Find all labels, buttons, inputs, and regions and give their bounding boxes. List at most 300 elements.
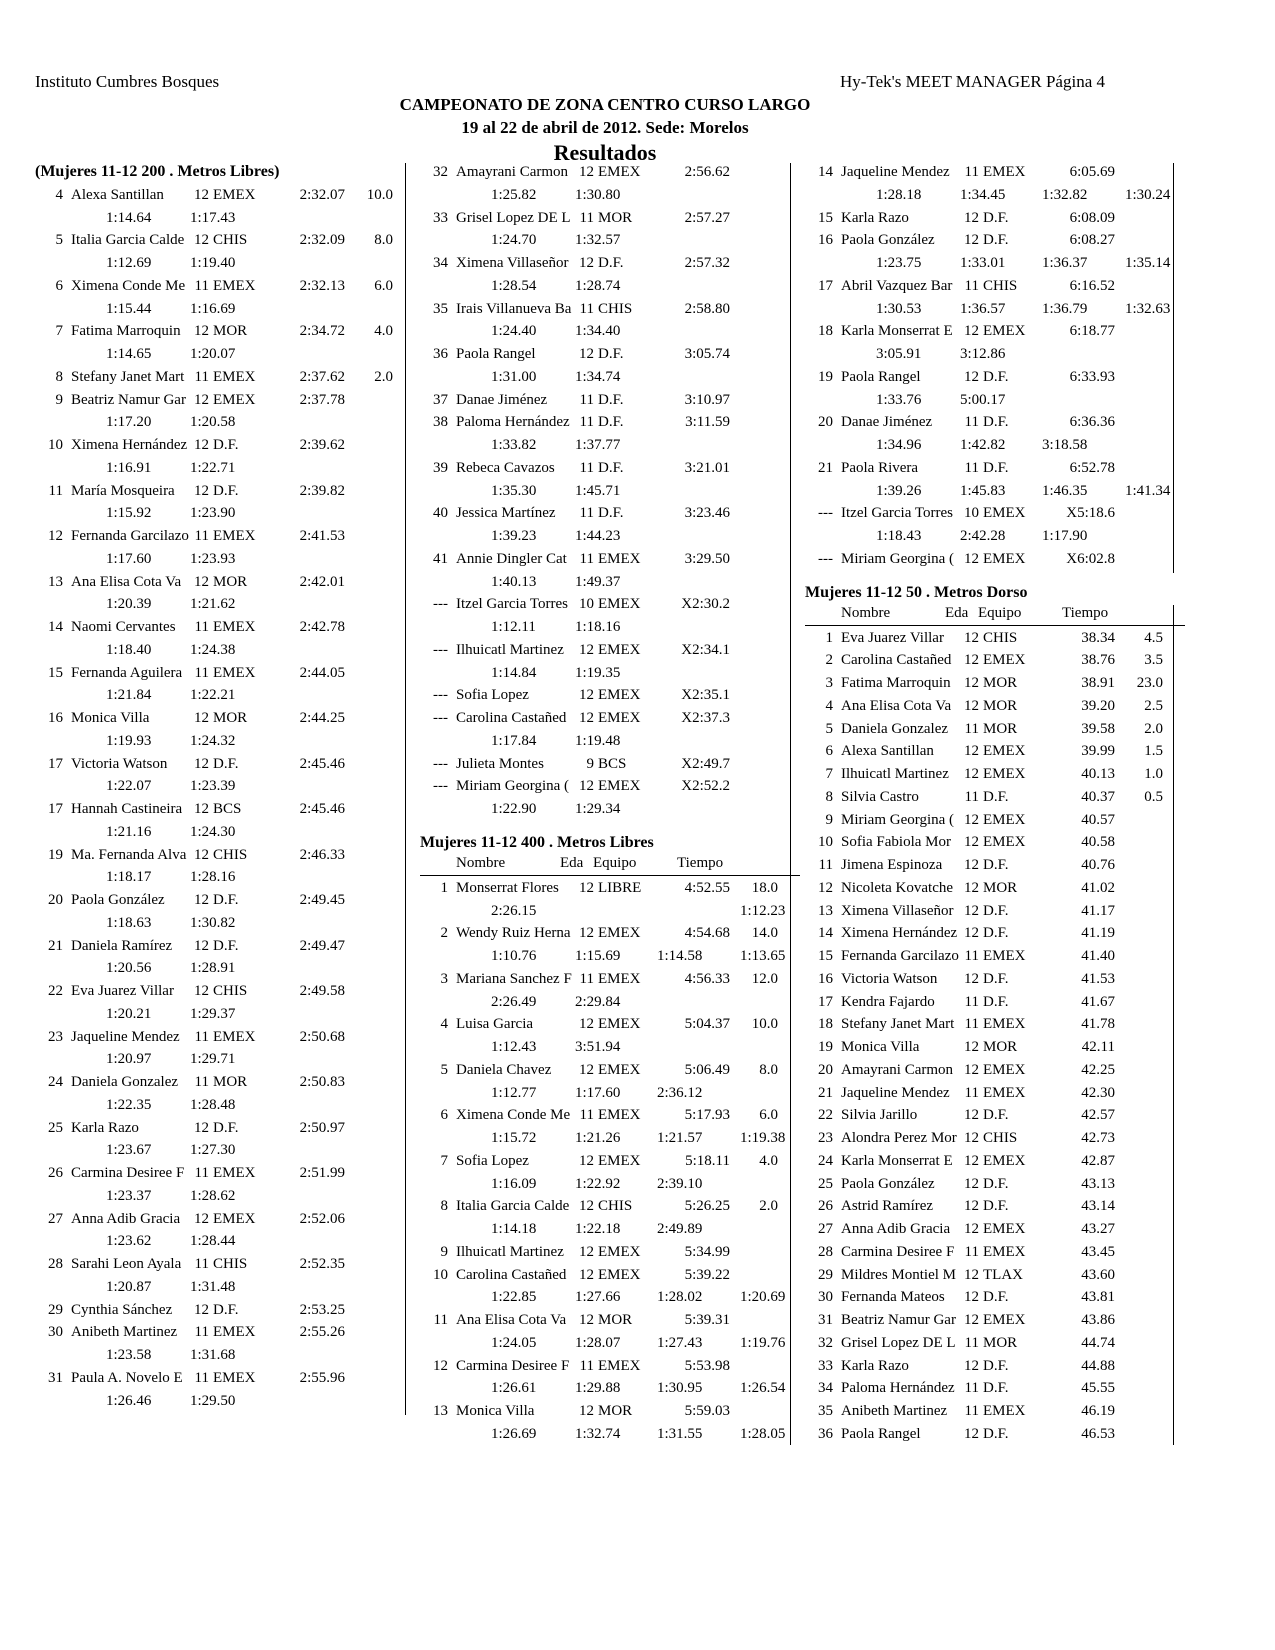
result-row (35, 1026, 415, 1049)
place: 38 (433, 414, 448, 431)
place: 16 (48, 710, 63, 726)
split-times-row (420, 616, 800, 639)
swimmer-name: Alexa Santillan (841, 743, 934, 760)
split-time: 1:19.93 (106, 732, 152, 749)
split-time: 1:19.48 (575, 732, 621, 749)
age: 12 (579, 1403, 594, 1419)
final-time: X2:52.2 (681, 778, 730, 795)
result-row (420, 593, 800, 616)
place: 12 (818, 879, 833, 896)
split-times-row (420, 730, 800, 753)
age: 12 (579, 778, 594, 795)
final-time: 2:55.96 (299, 1369, 345, 1386)
swimmer-name: Daniela Gonzalez (841, 720, 949, 737)
split-times-row (420, 275, 800, 298)
place: 10 (433, 1266, 448, 1283)
final-time: 40.58 (1081, 834, 1115, 851)
swimmer-name: Ximena Hernández (841, 925, 958, 942)
result-row (420, 1013, 800, 1036)
split-time: 1:36.79 (1042, 300, 1088, 317)
final-time: 41.17 (1081, 902, 1115, 919)
age: 12 (964, 550, 979, 567)
split-times-row (35, 1344, 415, 1367)
split-time: 1:23.37 (106, 1187, 152, 1204)
team: D.F. (983, 459, 1009, 476)
result-row (805, 1036, 1185, 1059)
split-time: 1:30.82 (190, 914, 236, 931)
team: EMEX (598, 925, 641, 942)
split-time: 1:14.64 (106, 209, 152, 226)
team: EMEX (983, 1221, 1026, 1237)
points: 6.0 (759, 1107, 778, 1124)
swimmer-name: Kendra Fajardo (841, 993, 935, 1010)
swimmer-name: Grisel Lopez DE L (456, 209, 571, 226)
final-time: 4:52.55 (684, 879, 730, 896)
team: CHIS (983, 629, 1018, 646)
swimmer-name: Ilhuicatl Martinez (456, 641, 564, 658)
split-time: 1:21.84 (106, 687, 152, 704)
swimmer-name: Julieta Montes (456, 755, 544, 772)
final-time: 42.25 (1081, 1061, 1115, 1078)
age: 12 (964, 652, 979, 669)
split-time: 1:21.16 (106, 823, 152, 840)
age: 11 (579, 1357, 594, 1374)
result-row (805, 1059, 1185, 1082)
final-time: 41.40 (1081, 948, 1115, 964)
swimmer-name: Monserrat Flores (456, 879, 559, 896)
place: 13 (818, 902, 833, 919)
team: CHIS (598, 1198, 633, 1215)
split-times-row (805, 525, 1185, 548)
result-row (420, 968, 800, 991)
final-time: 41.67 (1081, 993, 1115, 1010)
place: 27 (818, 1221, 833, 1237)
place: 34 (433, 255, 448, 271)
team: EMEX (213, 1028, 256, 1045)
split-time: 1:20.87 (106, 1278, 152, 1295)
final-time: X2:34.1 (681, 641, 730, 658)
final-time: 2:39.82 (299, 482, 345, 499)
age: 12 (964, 811, 979, 828)
age: 12 (579, 879, 594, 896)
swimmer-name: Ana Elisa Cota Va (456, 1312, 567, 1328)
result-row (805, 831, 1185, 854)
place: 15 (48, 664, 63, 681)
team: D.F. (213, 937, 239, 954)
result-row (420, 161, 800, 184)
header-age: Eda (945, 604, 969, 621)
final-time: 5:59.03 (684, 1403, 730, 1419)
age: 12 (964, 1266, 979, 1283)
place: --- (433, 641, 448, 658)
age: 12 (194, 755, 209, 772)
age: 11 (194, 277, 209, 294)
split-time: 1:16.69 (190, 300, 236, 317)
points: 2.5 (1144, 697, 1163, 714)
final-time: 38.34 (1081, 629, 1115, 646)
result-row (35, 366, 415, 389)
swimmer-name: Beatriz Namur Gar (841, 1312, 956, 1328)
age: 12 (579, 687, 594, 704)
age: 12 (964, 743, 979, 760)
result-row (35, 707, 415, 730)
place: 13 (48, 573, 63, 590)
results-column-1 (35, 161, 415, 1412)
swimmer-name: Sarahi Leon Ayala (71, 1256, 182, 1272)
team: EMEX (983, 766, 1026, 782)
age: 12 (194, 186, 209, 203)
age: 12 (579, 1198, 594, 1215)
event-title: (Mujeres 11-12 200 . Metros Libres) (35, 163, 280, 180)
split-times-row (420, 525, 800, 548)
split-time: 1:26.61 (491, 1380, 537, 1397)
place: --- (433, 596, 448, 613)
team: CHIS (983, 277, 1018, 294)
split-times-row (420, 320, 800, 343)
age: 11 (194, 1256, 209, 1272)
swimmer-name: Ma. Fernanda Alva (71, 846, 187, 863)
swimmer-name: Anna Adib Gracia (71, 1210, 181, 1227)
split-times-row (420, 991, 800, 1014)
split-time: 1:26.46 (106, 1392, 152, 1409)
points: 8.0 (759, 1061, 778, 1078)
result-row (805, 1241, 1185, 1264)
age: 12 (964, 1039, 979, 1055)
team: EMEX (598, 550, 641, 567)
age: 11 (579, 550, 594, 567)
final-time: 2:46.33 (299, 846, 345, 863)
split-time: 1:22.21 (190, 687, 236, 704)
result-row (805, 275, 1185, 298)
split-times-row (420, 571, 800, 594)
age: 11 (964, 164, 979, 180)
split-time: 1:24.30 (190, 823, 236, 840)
split-times-row (35, 502, 415, 525)
result-row (420, 389, 800, 412)
team: MOR (213, 323, 248, 340)
team: D.F. (983, 1175, 1009, 1192)
place: 36 (818, 1425, 833, 1442)
points: 14.0 (751, 925, 778, 942)
final-time: 43.81 (1081, 1289, 1115, 1306)
points: 10.0 (751, 1016, 778, 1033)
split-time: 1:15.69 (575, 948, 621, 964)
place: 19 (818, 368, 833, 385)
split-time: 1:40.13 (491, 573, 537, 590)
split-time: 1:22.07 (106, 778, 152, 795)
split-time: 1:33.82 (491, 437, 537, 453)
split-times-row (35, 775, 415, 798)
split-time: 1:27.30 (190, 1142, 236, 1159)
result-row (420, 1104, 800, 1127)
final-time: 5:34.99 (684, 1243, 730, 1260)
final-time: 2:32.09 (299, 232, 345, 249)
age: 12 (964, 1061, 979, 1078)
column-divider (405, 163, 406, 1415)
meet-title: CAMPEONATO DE ZONA CENTRO CURSO LARGO (399, 95, 811, 114)
split-time: 1:39.23 (491, 528, 537, 544)
column-header-row (805, 603, 1185, 626)
swimmer-name: Carmina Desiree F (456, 1357, 570, 1374)
final-time: 2:55.26 (299, 1324, 345, 1341)
age: 12 (194, 573, 209, 590)
split-time: 1:33.01 (960, 255, 1006, 271)
place: 7 (55, 323, 63, 340)
swimmer-name: Fernanda Mateos (841, 1289, 945, 1306)
split-times-row (420, 1036, 800, 1059)
result-row (35, 1208, 415, 1231)
points: 4.0 (374, 323, 393, 340)
age: 12 (964, 1312, 979, 1328)
team: D.F. (983, 232, 1009, 249)
place: 5 (55, 232, 63, 249)
split-times-row (35, 1048, 415, 1071)
split-times-row (805, 298, 1185, 321)
result-row (35, 184, 415, 207)
age: 11 (964, 1334, 979, 1351)
age: 11 (964, 1016, 979, 1033)
final-time: 40.57 (1081, 811, 1115, 828)
final-time: 5:18.11 (685, 1152, 730, 1169)
final-time: 3:29.50 (684, 550, 730, 567)
age: 12 (964, 1198, 979, 1215)
swimmer-name: Karla Monserrat E (841, 1152, 953, 1169)
split-times-row (805, 252, 1185, 275)
swimmer-name: Grisel Lopez DE L (841, 1334, 956, 1351)
final-time: 45.55 (1081, 1380, 1115, 1397)
place: 3 (440, 970, 448, 987)
final-time: 43.45 (1081, 1243, 1115, 1260)
result-row (35, 980, 415, 1003)
split-times-row (805, 184, 1185, 207)
result-row (805, 229, 1185, 252)
split-times-row (805, 434, 1185, 457)
place: 32 (818, 1334, 833, 1351)
result-row (805, 207, 1185, 230)
place: 16 (818, 970, 833, 987)
place: 35 (433, 300, 448, 317)
place: --- (433, 687, 448, 704)
swimmer-name: Karla Razo (71, 1119, 139, 1136)
age: 10 (964, 505, 979, 522)
team: TLAX (983, 1266, 1023, 1283)
split-times-row (35, 821, 415, 844)
split-time: 1:14.84 (491, 664, 537, 681)
final-time: 2:42.78 (299, 619, 345, 635)
result-row (420, 1355, 800, 1378)
team: D.F. (213, 892, 239, 908)
result-row (805, 854, 1185, 877)
team: EMEX (983, 948, 1026, 964)
team: EMEX (213, 528, 256, 544)
place: 11 (818, 857, 833, 873)
swimmer-name: Karla Razo (841, 1357, 909, 1374)
result-row (805, 627, 1185, 650)
final-time: 6:08.09 (1069, 209, 1115, 226)
place: 25 (48, 1119, 63, 1136)
age: 12 (579, 1243, 594, 1260)
final-time: 41.78 (1081, 1016, 1115, 1033)
split-times-row (35, 411, 415, 434)
split-times-row (420, 1377, 800, 1400)
swimmer-name: Sofia Lopez (456, 687, 529, 704)
team: MOR (983, 879, 1018, 896)
split-time: 1:21.62 (190, 596, 236, 613)
place: 10 (818, 834, 833, 851)
result-row (420, 502, 800, 525)
place: 17 (818, 277, 833, 294)
split-time: 1:35.30 (491, 482, 537, 499)
final-time: 38.91 (1081, 675, 1115, 691)
team: EMEX (983, 1243, 1026, 1260)
split-time: 1:37.77 (575, 437, 621, 453)
age: 11 (194, 528, 209, 544)
split-times-row (805, 389, 1185, 412)
result-row (805, 900, 1185, 923)
swimmer-name: Fernanda Garcilazo (71, 528, 189, 544)
age: 11 (964, 720, 979, 737)
split-times-row (420, 1127, 800, 1150)
split-times-row (35, 1276, 415, 1299)
place: 32 (433, 164, 448, 180)
team: D.F. (983, 1107, 1009, 1124)
result-row (805, 945, 1185, 968)
place: 14 (818, 925, 833, 942)
team: D.F. (983, 1380, 1009, 1397)
swimmer-name: Paloma Hernández (456, 414, 570, 431)
final-time: 2:44.25 (299, 710, 345, 726)
result-row (420, 639, 800, 662)
swimmer-name: Ana Elisa Cota Va (841, 697, 952, 714)
split-times-row (35, 207, 415, 230)
software-page-label: Hy-Tek's MEET MANAGER Página 4 (839, 72, 1105, 91)
split-times-row (805, 343, 1185, 366)
results-column-3 (805, 161, 1185, 1446)
swimmer-name: Ilhuicatl Martinez (456, 1243, 564, 1260)
team: EMEX (598, 1266, 641, 1283)
place: 5 (440, 1061, 448, 1078)
result-row (805, 502, 1185, 525)
swimmer-name: Jaqueline Mendez (841, 164, 950, 180)
split-time: 1:17.60 (106, 550, 152, 567)
place: 7 (440, 1152, 448, 1169)
split-time: 2:29.84 (575, 993, 621, 1010)
swimmer-name: Ximena Conde Me (71, 277, 186, 294)
swimmer-name: Paula A. Novelo E (71, 1369, 183, 1386)
team: D.F. (598, 255, 624, 271)
split-time: 1:30.24 (1125, 186, 1171, 203)
split-time: 2:26.15 (491, 902, 537, 919)
split-time: 1:45.71 (575, 482, 621, 499)
swimmer-name: Cynthia Sánchez (71, 1301, 173, 1318)
split-time: 1:24.38 (190, 641, 236, 658)
split-time: 1:22.18 (575, 1221, 621, 1237)
swimmer-name: Anibeth Martinez (841, 1403, 948, 1419)
split-time: 1:23.90 (190, 505, 236, 522)
result-row (805, 922, 1185, 945)
split-time: 1:32.63 (1125, 300, 1171, 317)
final-time: 3:23.46 (684, 505, 730, 522)
swimmer-name: Naomi Cervantes (71, 619, 176, 635)
team: EMEX (213, 277, 256, 294)
swimmer-name: Stefany Janet Mart (841, 1016, 955, 1033)
final-time: 5:26.25 (684, 1198, 730, 1215)
result-row (805, 1195, 1185, 1218)
final-time: 2:37.62 (299, 368, 345, 385)
result-row (420, 298, 800, 321)
points: 8.0 (374, 232, 393, 249)
split-time: 1:22.90 (491, 801, 537, 817)
split-time: 2:49.89 (657, 1221, 703, 1237)
swimmer-name: Paola González (841, 232, 935, 249)
swimmer-name: Daniela Gonzalez (71, 1074, 179, 1090)
age: 12 (964, 834, 979, 851)
header-age: Eda (560, 854, 584, 871)
swimmer-name: Carmina Desiree F (71, 1165, 185, 1181)
points: 6.0 (374, 277, 393, 294)
swimmer-name: Annie Dingler Cat (456, 550, 567, 567)
age: 11 (579, 300, 594, 317)
result-row (805, 548, 1185, 571)
split-times-row (35, 866, 415, 889)
final-time: 2:52.06 (299, 1210, 345, 1227)
split-time: 1:42.82 (960, 437, 1006, 453)
split-time: 1:24.40 (491, 323, 537, 340)
age: 12 (579, 1312, 594, 1328)
age: 12 (579, 925, 594, 942)
meet-dates: 19 al 22 de abril de 2012. Sede: Morelos (461, 118, 749, 137)
swimmer-name: Anna Adib Gracia (841, 1221, 951, 1237)
column-divider (1173, 163, 1174, 573)
final-time: 6:18.77 (1069, 323, 1115, 340)
results-column-2 (420, 161, 800, 1446)
team: EMEX (598, 1357, 641, 1374)
split-time: 1:21.26 (575, 1130, 621, 1146)
swimmer-name: Wendy Ruiz Herna (456, 925, 571, 942)
result-row (35, 525, 415, 548)
result-row (35, 1321, 415, 1344)
header-time: Tiempo (1062, 604, 1109, 621)
team: EMEX (213, 1369, 256, 1386)
team: EMEX (598, 596, 641, 613)
split-time: 1:24.70 (491, 232, 537, 249)
place: 23 (48, 1028, 63, 1045)
place: 15 (818, 209, 833, 226)
team: D.F. (598, 414, 624, 431)
swimmer-name: Jimena Espinoza (841, 857, 943, 873)
column-divider (790, 163, 791, 1445)
final-time: 44.88 (1081, 1357, 1115, 1374)
final-time: 42.11 (1081, 1039, 1115, 1055)
column-divider (1173, 605, 1174, 1445)
split-times-row (35, 1139, 415, 1162)
age: 11 (579, 459, 594, 476)
swimmer-name: Itzel Garcia Torres (456, 596, 568, 613)
split-times-row (35, 1230, 415, 1253)
result-row (420, 207, 800, 230)
split-time: 1:33.76 (876, 391, 922, 408)
points: 1.0 (1144, 766, 1163, 782)
place: 8 (440, 1198, 448, 1215)
team: MOR (983, 1039, 1018, 1055)
result-row (805, 1150, 1185, 1173)
team: CHIS (213, 1256, 248, 1272)
age: 11 (964, 948, 979, 964)
age: 11 (964, 414, 979, 431)
split-time: 1:29.50 (190, 1392, 236, 1409)
final-time: 42.57 (1081, 1107, 1115, 1124)
swimmer-name: Paola González (841, 1175, 935, 1192)
